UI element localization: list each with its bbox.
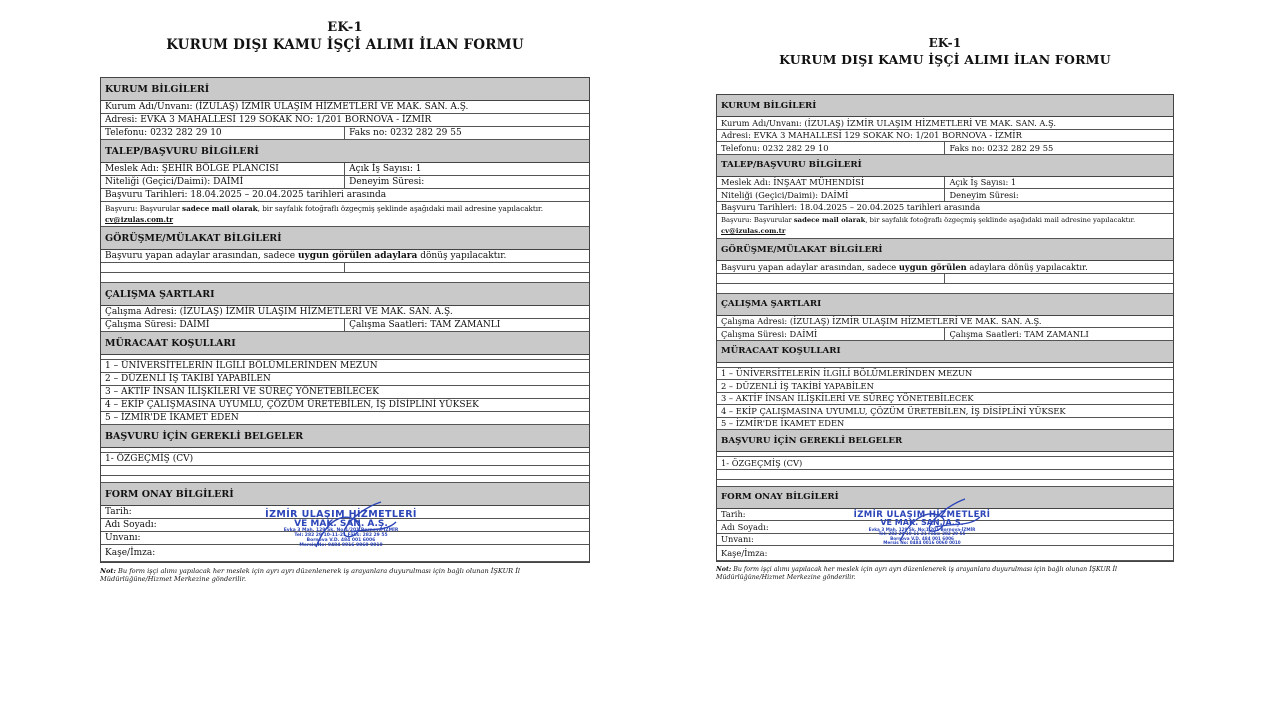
muracaat-item: 3 – AKTİF İNSAN İLİŞKİLERİ VE SÜREÇ YÖNETEBİLECEK: [101, 386, 589, 399]
gorusme-bold2: adaylara: [374, 251, 418, 261]
kurum-adi-row: Kurum Adı/Unvanı: (İZULAŞ) İZMİR ULAŞIM HİZMETLERİ VE MAK. SAN. A.Ş.: [101, 101, 589, 114]
section-talep-header: TALEP/BAŞVURU BİLGİLERİ: [717, 155, 1173, 177]
section-kurum-header: KURUM BİLGİLERİ: [717, 95, 1173, 117]
tarih-row: Tarih:: [101, 506, 589, 519]
stamp-line: Evka 3 Mah. 129 Sk. No:1/201 Bornova-İZMİR: [868, 526, 976, 532]
kurum-adi-row: Kurum Adı/Unvanı: (İZULAŞ) İZMİR ULAŞIM HİZMETLERİ VE MAK. SAN. A.Ş.: [717, 117, 1173, 130]
calisma-suresi-cell: Çalışma Süresi: DAİMİ: [717, 328, 945, 340]
muracaat-item: 5 – İZMİR'DE İKAMET EDEN: [717, 418, 1173, 431]
blank-row: [717, 284, 1173, 294]
stamp-line: Bornova V.D. 484 001 6006: [306, 537, 376, 543]
section-gorusme-header: GÖRÜŞME/MÜLAKAT BİLGİLERİ: [101, 227, 589, 250]
basvuru-suffix: , bir sayfalık fotoğraflı özgeçmiş şeklinde aşağıdaki mail adresine yapılacaktır.: [865, 216, 1136, 224]
telefon-cell: Telefonu: 0232 282 29 10: [101, 127, 345, 139]
stamp-line: İZMİR ULAŞIM HİZMETLERİ: [265, 509, 417, 520]
gorusme-suffix: dönüş yapılacaktır.: [417, 251, 507, 261]
muracaat-item: 4 – EKİP ÇALIŞMASINA UYUMLU, ÇÖZÜM ÜRETEBİLEN, İŞ DİSİPLİNİ YÜKSEK: [717, 405, 1173, 418]
deneyim-cell: Deneyim Süresi:: [349, 177, 425, 187]
section-muracaat-header: MÜRACAAT KOŞULLARI: [717, 341, 1173, 363]
acik-is-cell: Açık İş Sayısı: 1: [949, 177, 1017, 188]
form-table: [100, 77, 590, 563]
muracaat-item: 2 – DÜZENLİ İŞ TAKİBİ YAPABİLEN: [101, 373, 589, 386]
footnote-text: Bu form işçi alımı yapılacak her meslek için ayrı ayrı düzenlenerek iş arayanlara duyurulması için bağlı olunan İŞKUR İl Müdürlüğüne/Hizmet Merkezine gönderilir.: [716, 566, 1118, 581]
faks-cell: Faks no: 0232 282 29 55: [949, 142, 1054, 153]
nitelik-cell: Niteliği (Geçici/Daimi): DAİMİ: [717, 189, 945, 201]
kurum-contact-row: [717, 142, 1173, 155]
blank-row: [101, 466, 589, 476]
signature-scribble: [885, 491, 995, 553]
adi-soyadi-row: Adı Soyadı:: [101, 519, 589, 532]
meslek-row: [101, 163, 589, 176]
signature-scribble: [296, 492, 416, 562]
calisma-sure-row: [717, 328, 1173, 341]
gorusme-blank-row: [717, 274, 1173, 284]
telefon-cell: Telefonu: 0232 282 29 10: [717, 142, 945, 154]
kase-row: Kaşe/İmza:: [717, 546, 1173, 561]
basvuru-suffix: , bir sayfalık fotoğraflı özgeçmiş şeklinde aşağıdaki mail adresine yapılacaktır.: [257, 204, 543, 213]
calisma-adres-row: Çalışma Adresi: (İZULAŞ) İZMİR ULAŞIM HİZMETLERİ VE MAK. SAN. A.Ş.: [101, 306, 589, 319]
blank-cell: [345, 263, 349, 272]
kurum-adres-row: Adresi: EVKA 3 MAHALLESİ 129 SOKAK NO: 1/201 BORNOVA - İZMİR: [717, 130, 1173, 143]
section-gorusme-header: GÖRÜŞME/MÜLAKAT BİLGİLERİ: [717, 239, 1173, 261]
belge-item: 1- ÖZGEÇMİŞ (CV): [717, 457, 1173, 470]
meslek-row: [717, 177, 1173, 190]
calisma-suresi-cell: Çalışma Süresi: DAİMİ: [101, 319, 345, 331]
stamp-line: Tel: 282 29 10-11-21 Faks: 282 29 55: [878, 531, 966, 537]
unvani-row: Unvanı:: [101, 532, 589, 545]
muracaat-item: 3 – AKTİF İNSAN İLİŞKİLERİ VE SÜREÇ YÖNETEBİLECEK: [717, 393, 1173, 406]
stamp-line: Bornova V.D. 484 001 6006: [890, 535, 954, 541]
email-link[interactable]: cv@izulas.com.tr: [721, 227, 786, 235]
basvuru-tarihleri-row: Başvuru Tarihleri: 18.04.2025 – 20.04.2025 tarihleri arasında: [101, 189, 589, 202]
nitelik-row: [717, 189, 1173, 202]
blank-row: [101, 273, 589, 283]
belge-item: 1- ÖZGEÇMİŞ (CV): [101, 453, 589, 466]
document-title: KURUM DIŞI KAMU İŞÇİ ALIMI İLAN FORMU: [166, 37, 524, 53]
email-link[interactable]: cv@izulas.com.tr: [105, 215, 174, 224]
form-table: [716, 94, 1174, 562]
stamp-line: İZMİR ULAŞIM HİZMETLERİ: [853, 509, 991, 520]
kurum-contact-row: [101, 127, 589, 140]
meslek-cell: Meslek Adı: ŞEHİR BÖLGE PLANCISI: [101, 163, 345, 175]
muracaat-item: 1 – ÜNİVERSİTELERİN İLGİLİ BÖLÜMLERİNDEN MEZUN: [101, 360, 589, 373]
deneyim-cell: Deneyim Süresi:: [949, 189, 1019, 200]
section-muracaat-header: MÜRACAAT KOŞULLARI: [101, 332, 589, 355]
gorusme-prefix: Başvuru yapan adaylar arasından, sadece: [105, 251, 298, 261]
basvuru-bold: sadece mail olarak: [793, 216, 866, 224]
gorusme-suffix: adaylara dönüş yapılacaktır.: [969, 261, 1088, 272]
muracaat-item: 1 – ÜNİVERSİTELERİN İLGİLİ BÖLÜMLERİNDEN MEZUN: [717, 368, 1173, 381]
approval-block: [101, 506, 589, 562]
footnote-text: Bu form işçi alımı yapılacak her meslek için ayrı ayrı düzenlenerek iş arayanlara duyurulması için bağlı olunan İŞKUR İl Müdürlüğüne/Hizmet Merkezine gönderilir.: [100, 567, 520, 584]
kurum-adres-row: Adresi: EVKA 3 MAHALLESİ 129 SOKAK NO: 1/201 BORNOVA - İZMİR: [101, 114, 589, 127]
blank-row: [101, 476, 589, 483]
section-onay-header: FORM ONAY BİLGİLERİ: [717, 487, 1173, 509]
gorusme-bold1: uygun görülen: [297, 251, 372, 261]
form-document-right: [716, 36, 1174, 582]
appendix-label: EK-1: [928, 36, 962, 50]
section-onay-header: FORM ONAY BİLGİLERİ: [101, 483, 589, 506]
section-kurum-header: KURUM BİLGİLERİ: [101, 78, 589, 101]
nitelik-row: [101, 176, 589, 189]
stamp-line: VE MAK. SAN. A.Ş.: [880, 518, 964, 528]
blank-cell: [717, 274, 945, 283]
footnote-label: Not:: [100, 567, 116, 575]
gorusme-bold1: uygun görülen: [898, 261, 967, 272]
gorusme-prefix: Başvuru yapan adaylar arasından, sadece: [721, 261, 899, 272]
section-talep-header: TALEP/BAŞVURU BİLGİLERİ: [101, 140, 589, 163]
gorusme-blank-row: [101, 263, 589, 273]
basvuru-prefix: Başvuru: Başvurular: [721, 216, 794, 224]
meslek-cell: Meslek Adı: İNŞAAT MÜHENDİSİ: [717, 177, 945, 189]
blank-row: [717, 470, 1173, 480]
basvuru-tarihleri-row: Başvuru Tarihleri: 18.04.2025 – 20.04.2025 tarihleri arasında: [717, 202, 1173, 215]
footnote: [716, 566, 1174, 582]
section-calisma-header: ÇALIŞMA ŞARTLARI: [101, 283, 589, 306]
blank-row: [717, 480, 1173, 487]
document-title: KURUM DIŞI KAMU İŞÇİ ALIMI İLAN FORMU: [779, 52, 1111, 67]
stamp-line: VE MAK. SAN. A.Ş.: [294, 518, 388, 529]
adi-soyadi-row: Adı Soyadı:: [717, 521, 1173, 534]
section-calisma-header: ÇALIŞMA ŞARTLARI: [717, 294, 1173, 316]
blank-cell: [945, 274, 949, 283]
basvuru-row: [101, 202, 589, 227]
appendix-label: EK-1: [327, 20, 363, 35]
stamp-line: Mersis No: 0484 0016 0060 0010: [883, 540, 961, 546]
stamp-line: Mersis No: 0484 0016 0060 0010: [299, 542, 383, 548]
stamp-line: Evka 3 Mah. 129 Sk. No:1/201 Bornova-İZMİR: [283, 528, 399, 534]
footnote: [100, 567, 590, 583]
stamp-line: Tel: 282 29 10-11-21 Faks: 282 29 55: [294, 533, 388, 539]
form-document-left: [100, 20, 590, 583]
document-header: [716, 36, 1174, 68]
muracaat-item: 5 – İZMİR'DE İKAMET EDEN: [101, 412, 589, 425]
muracaat-item: 2 – DÜZENLİ İŞ TAKİBİ YAPABİLEN: [717, 380, 1173, 393]
section-belgeler-header: BAŞVURU İÇİN GEREKLİ BELGELER: [101, 425, 589, 448]
gorusme-row: [717, 261, 1173, 274]
calisma-sure-row: [101, 319, 589, 332]
calisma-saatleri-cell: Çalışma Saatleri: TAM ZAMANLI: [949, 328, 1089, 339]
tarih-row: Tarih:: [717, 509, 1173, 522]
document-header: [100, 20, 590, 54]
faks-cell: Faks no: 0232 282 29 55: [349, 128, 462, 138]
nitelik-cell: Niteliği (Geçici/Daimi): DAİMİ: [101, 176, 345, 188]
gorusme-row: [101, 250, 589, 263]
section-belgeler-header: BAŞVURU İÇİN GEREKLİ BELGELER: [717, 430, 1173, 452]
blank-cell: [101, 263, 345, 272]
calisma-adres-row: Çalışma Adresi: (İZULAŞ) İZMİR ULAŞIM HİZMETLERİ VE MAK. SAN. A.Ş.: [717, 316, 1173, 329]
acik-is-cell: Açık İş Sayısı: 1: [349, 164, 422, 174]
kase-row: Kaşe/İmza:: [101, 545, 589, 562]
basvuru-prefix: Başvuru: Başvurular: [105, 204, 183, 213]
basvuru-bold: sadece mail olarak: [182, 204, 258, 213]
unvani-row: Unvanı:: [717, 534, 1173, 547]
calisma-saatleri-cell: Çalışma Saatleri: TAM ZAMANLI: [349, 320, 501, 330]
muracaat-item: 4 – EKİP ÇALIŞMASINA UYUMLU, ÇÖZÜM ÜRETEBİLEN, İŞ DİSİPLİNİ YÜKSEK: [101, 399, 589, 412]
footnote-label: Not:: [716, 566, 732, 573]
approval-block: [717, 509, 1173, 562]
basvuru-row: [717, 214, 1173, 239]
